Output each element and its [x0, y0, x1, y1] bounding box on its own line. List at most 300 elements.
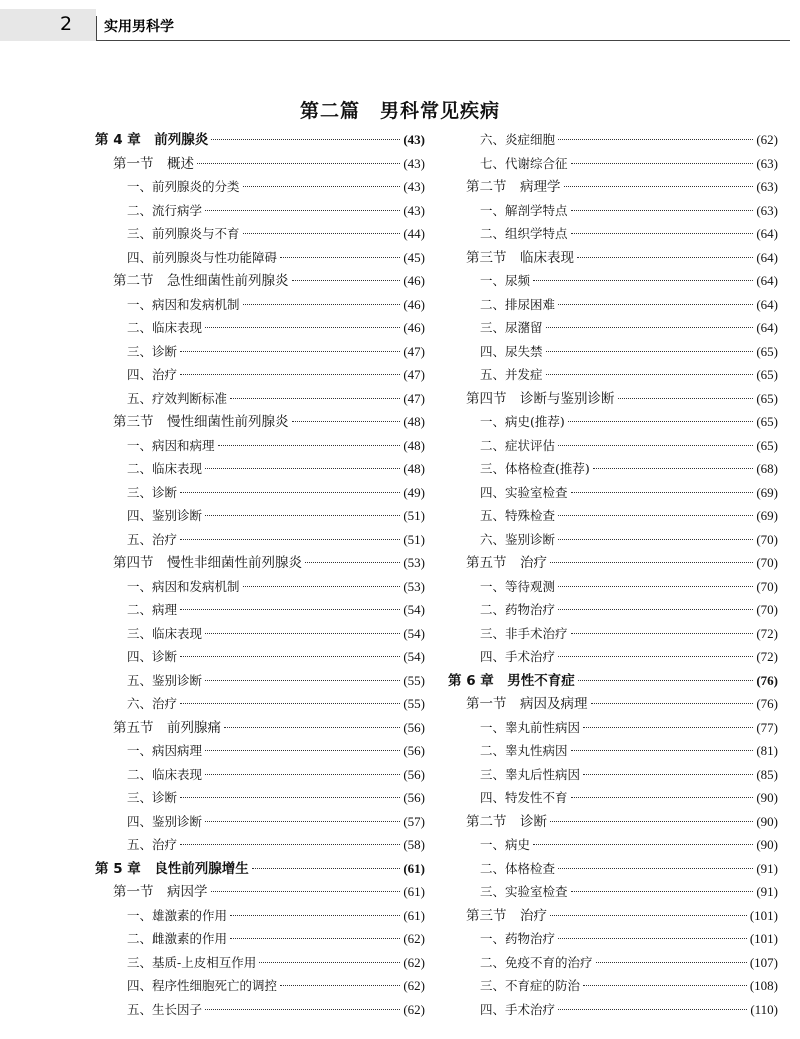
toc-leader-dots [205, 468, 400, 469]
toc-item-entry [448, 410, 778, 434]
toc-leader-dots [571, 750, 754, 751]
toc-leader-dots [243, 304, 401, 305]
toc-section-entry [95, 152, 425, 176]
toc-page-number: (72) [756, 625, 778, 641]
toc-leader-dots [593, 468, 754, 469]
toc-leader-dots [591, 703, 754, 704]
toc-leader-dots [583, 774, 753, 775]
toc-item-entry [95, 904, 425, 928]
toc-entry-label: 二、流行病学 [127, 202, 203, 218]
toc-entry-label: 五、并发症 [480, 367, 543, 382]
toc-page-number: (91) [756, 884, 778, 899]
toc-leader-dots [577, 257, 753, 258]
toc-page-number: (68) [756, 461, 778, 476]
toc-entry-label: 第二节 病理学 [466, 179, 561, 195]
toc-entry-label: 五、生长因子 [127, 1001, 203, 1017]
toc-item-entry [95, 786, 425, 810]
toc-leader-dots [583, 985, 747, 986]
toc-column-right [448, 128, 778, 1021]
toc-leader-dots [180, 797, 400, 798]
toc-page-number: (56) [403, 743, 425, 758]
toc-item-entry [95, 316, 425, 340]
toc-leader-dots [583, 727, 753, 728]
toc-entry-label: 二、免疫不育的治疗 [480, 954, 593, 970]
toc-page-number: (65) [756, 437, 778, 453]
toc-entry-label: 三、诊断 [127, 343, 178, 359]
toc-entry-label: 一、病史 [480, 837, 531, 852]
toc-page-number: (53) [403, 578, 425, 594]
toc-page-number: (76) [756, 672, 778, 688]
toc-entry-label: 一、雄激素的作用 [127, 907, 228, 923]
toc-item-entry [95, 833, 425, 857]
toc-entry-label: 四、程序性细胞死亡的调控 [127, 978, 278, 993]
toc-item-entry [448, 739, 778, 763]
toc-leader-dots [180, 703, 400, 704]
toc-page-number: (70) [756, 531, 778, 547]
toc-item-entry [95, 387, 425, 411]
toc-page-number: (62) [756, 132, 778, 147]
toc-page-number: (53) [403, 555, 425, 570]
toc-section-entry [95, 716, 425, 740]
part-title: 第二篇 男科常见疾病 [299, 100, 500, 122]
toc-page-number: (64) [756, 296, 778, 312]
page-number: 2 [60, 13, 73, 35]
toc-item-entry [448, 974, 778, 998]
toc-leader-dots [546, 327, 754, 328]
toc-item-entry [95, 434, 425, 458]
toc-item-entry [448, 528, 778, 552]
toc-entry-label: 二、雌激素的作用 [127, 931, 228, 946]
toc-leader-dots [211, 891, 401, 892]
toc-page-number: (61) [403, 884, 425, 899]
toc-page-number: (56) [403, 766, 425, 782]
toc-entry-label: 三、睾丸后性病因 [480, 766, 581, 782]
toc-page-number: (48) [403, 414, 425, 429]
toc-entry-label: 三、前列腺炎与不育 [127, 226, 240, 241]
toc-leader-dots [224, 727, 400, 728]
toc-leader-dots [252, 868, 401, 869]
toc-leader-dots [280, 257, 400, 258]
toc-item-entry [448, 786, 778, 810]
toc-page-number: (51) [403, 508, 425, 523]
toc-page-number: (85) [756, 766, 778, 782]
toc-item-entry [95, 481, 425, 505]
toc-page-number: (69) [756, 484, 778, 500]
toc-entry-label: 三、诊断 [127, 790, 178, 805]
toc-page-number: (90) [756, 837, 778, 852]
page-header [0, 6, 800, 38]
toc-entry-label: 第五节 治疗 [466, 555, 547, 571]
toc-leader-dots [533, 844, 753, 845]
toc-entry-label: 四、鉴别诊断 [127, 508, 203, 523]
toc-entry-label: 第五节 前列腺痛 [113, 719, 221, 736]
toc-item-entry [448, 363, 778, 387]
toc-entry-label: 三、诊断 [127, 484, 178, 500]
toc-page-number: (47) [403, 390, 425, 406]
toc-entry-label: 五、疗效判断标准 [127, 390, 228, 406]
toc-page-number: (65) [756, 414, 778, 429]
toc-entry-label: 第三节 治疗 [466, 907, 547, 924]
toc-chapter-entry [448, 669, 778, 693]
toc-chapter-entry [95, 857, 425, 881]
toc-leader-dots [218, 445, 401, 446]
toc-item-entry [95, 199, 425, 223]
toc-section-entry [448, 692, 778, 716]
toc-page-number: (65) [756, 367, 778, 382]
toc-column-left [95, 128, 425, 1021]
toc-entry-label: 二、体格检查 [480, 860, 556, 876]
toc-section-entry [95, 880, 425, 904]
toc-page-number: (69) [756, 508, 778, 523]
toc-item-entry [95, 645, 425, 669]
toc-page-number: (62) [403, 931, 425, 946]
toc-page-number: (46) [403, 273, 425, 288]
toc-entry-label: 四、尿失禁 [480, 343, 543, 359]
toc-entry-label: 三、尿潴留 [480, 320, 543, 335]
toc-section-entry [95, 551, 425, 575]
toc-entry-label: 六、治疗 [127, 696, 178, 711]
toc-page-number: (46) [403, 320, 425, 335]
toc-item-entry [95, 692, 425, 716]
toc-leader-dots [558, 445, 753, 446]
toc-page-number: (56) [403, 719, 425, 735]
toc-leader-dots [243, 186, 401, 187]
toc-item-entry [95, 739, 425, 763]
toc-leader-dots [230, 915, 400, 916]
toc-item-entry [448, 880, 778, 904]
toc-page-number: (64) [756, 273, 778, 288]
toc-section-entry [95, 269, 425, 293]
toc-leader-dots [180, 351, 400, 352]
toc-entry-label: 三、实验室检查 [480, 884, 568, 899]
toc-page-number: (63) [756, 202, 778, 218]
toc-item-entry [95, 457, 425, 481]
toc-leader-dots [571, 210, 754, 211]
header-rule [96, 40, 790, 41]
toc-page-number: (46) [403, 296, 425, 312]
toc-page-number: (51) [403, 531, 425, 547]
toc-entry-label: 五、治疗 [127, 531, 178, 547]
toc-leader-dots [558, 656, 753, 657]
toc-entry-label: 四、前列腺炎与性功能障碍 [127, 249, 278, 265]
toc-item-entry [95, 810, 425, 834]
toc-leader-dots [180, 539, 400, 540]
toc-item-entry [448, 998, 778, 1022]
toc-item-entry [95, 974, 425, 998]
toc-entry-label: 第二节 诊断 [466, 813, 547, 830]
toc-page-number: (54) [403, 649, 425, 664]
toc-item-entry [95, 575, 425, 599]
toc-entry-label: 第 4 章 前列腺炎 [95, 132, 209, 148]
toc-item-entry [448, 199, 778, 223]
toc-page-number: (43) [403, 132, 425, 147]
toc-entry-label: 一、解剖学特点 [480, 202, 568, 218]
toc-section-entry [448, 810, 778, 834]
toc-leader-dots [205, 210, 400, 211]
toc-item-entry [448, 927, 778, 951]
toc-leader-dots [571, 233, 754, 234]
toc-page-number: (63) [756, 155, 778, 171]
toc-leader-dots [558, 1009, 747, 1010]
toc-leader-dots [578, 680, 754, 681]
toc-page-number: (70) [756, 602, 778, 617]
toc-page-number: (57) [403, 813, 425, 829]
toc-page-number: (63) [756, 179, 778, 194]
toc-section-entry [448, 246, 778, 270]
toc-item-entry [448, 622, 778, 646]
toc-page-number: (72) [756, 649, 778, 664]
toc-entry-label: 五、治疗 [127, 837, 178, 852]
toc-item-entry [448, 763, 778, 787]
toc-entry-label: 第一节 病因学 [113, 884, 208, 900]
toc-leader-dots [243, 233, 401, 234]
toc-item-entry [95, 363, 425, 387]
toc-leader-dots [546, 374, 754, 375]
toc-leader-dots [180, 492, 400, 493]
toc-page-number: (107) [749, 954, 778, 970]
toc-entry-label: 七、代谢综合征 [480, 155, 568, 171]
toc-leader-dots [571, 633, 754, 634]
toc-entry-label: 四、治疗 [127, 367, 178, 382]
toc-item-entry [95, 998, 425, 1022]
toc-section-entry [448, 904, 778, 928]
toc-item-entry [95, 763, 425, 787]
toc-leader-dots [558, 304, 753, 305]
toc-leader-dots [571, 163, 754, 164]
toc-entry-label: 三、不育症的防治 [480, 978, 581, 993]
header-shade-bar [0, 9, 96, 41]
toc-leader-dots [292, 280, 401, 281]
toc-page-number: (47) [403, 367, 425, 382]
toc-item-entry [95, 669, 425, 693]
toc-page-number: (65) [756, 390, 778, 406]
toc-item-entry [448, 269, 778, 293]
toc-entry-label: 一、病因和发病机制 [127, 578, 240, 594]
toc-entry-label: 四、鉴别诊断 [127, 813, 203, 829]
toc-entry-label: 第二节 急性细菌性前列腺炎 [113, 273, 289, 289]
toc-entry-label: 一、睾丸前性病因 [480, 719, 581, 735]
toc-leader-dots [558, 938, 747, 939]
toc-item-entry [95, 340, 425, 364]
toc-leader-dots [197, 163, 400, 164]
toc-entry-label: 一、病因病理 [127, 743, 203, 758]
toc-section-entry [448, 387, 778, 411]
toc-page-number: (48) [403, 461, 425, 476]
toc-chapter-entry [95, 128, 425, 152]
toc-leader-dots [205, 750, 400, 751]
toc-item-entry [448, 434, 778, 458]
toc-entry-label: 二、临床表现 [127, 461, 203, 476]
toc-leader-dots [205, 327, 400, 328]
toc-page-number: (76) [756, 696, 778, 711]
toc-page-number: (77) [756, 719, 778, 735]
toc-item-entry [448, 575, 778, 599]
toc-leader-dots [180, 844, 400, 845]
toc-leader-dots [571, 797, 754, 798]
toc-entry-label: 二、排尿困难 [480, 296, 556, 312]
toc-item-entry [448, 598, 778, 622]
toc-item-entry [448, 481, 778, 505]
toc-item-entry [95, 175, 425, 199]
toc-page-number: (43) [403, 179, 425, 194]
toc-item-entry [448, 128, 778, 152]
toc-leader-dots [230, 398, 400, 399]
toc-item-entry [448, 833, 778, 857]
toc-leader-dots [550, 821, 753, 822]
toc-entry-label: 一、病史(推荐) [480, 414, 565, 429]
toc-item-entry [448, 222, 778, 246]
toc-entry-label: 第三节 临床表现 [466, 249, 574, 266]
toc-page-number: (47) [403, 343, 425, 359]
toc-page-number: (62) [403, 1001, 425, 1017]
toc-page-number: (70) [756, 578, 778, 594]
toc-entry-label: 第一节 概述 [113, 155, 194, 172]
toc-section-entry [95, 410, 425, 434]
toc-entry-label: 二、临床表现 [127, 766, 203, 782]
toc-page-number: (64) [756, 226, 778, 241]
toc-leader-dots [618, 398, 754, 399]
toc-entry-label: 五、特殊检查 [480, 508, 556, 523]
toc-leader-dots [558, 868, 753, 869]
toc-page-number: (70) [756, 555, 778, 570]
toc-item-entry [95, 293, 425, 317]
toc-item-entry [95, 528, 425, 552]
toc-entry-label: 二、睾丸性病因 [480, 743, 568, 758]
toc-entry-label: 一、前列腺炎的分类 [127, 179, 240, 194]
toc-section-entry [448, 175, 778, 199]
toc-item-entry [448, 152, 778, 176]
toc-item-entry [448, 857, 778, 881]
toc-entry-label: 五、鉴别诊断 [127, 672, 203, 688]
toc-entry-label: 三、非手术治疗 [480, 625, 568, 641]
toc-entry-label: 一、药物治疗 [480, 931, 556, 946]
toc-leader-dots [180, 609, 400, 610]
toc-entry-label: 三、临床表现 [127, 625, 203, 641]
toc-leader-dots [205, 774, 400, 775]
toc-entry-label: 第三节 慢性细菌性前列腺炎 [113, 414, 289, 430]
toc-page-number: (49) [403, 484, 425, 500]
toc-leader-dots [564, 186, 754, 187]
toc-page-number: (64) [756, 249, 778, 265]
toc-leader-dots [550, 915, 747, 916]
toc-entry-label: 四、手术治疗 [480, 649, 556, 664]
toc-page-number: (55) [403, 696, 425, 711]
toc-page-number: (54) [403, 625, 425, 641]
toc-entry-label: 六、炎症细胞 [480, 132, 556, 147]
toc-leader-dots [205, 821, 400, 822]
toc-entry-label: 一、病因和发病机制 [127, 296, 240, 312]
toc-page-number: (61) [403, 860, 425, 876]
toc-item-entry [448, 716, 778, 740]
toc-leader-dots [280, 985, 400, 986]
toc-item-entry [95, 622, 425, 646]
toc-leader-dots [558, 539, 753, 540]
toc-leader-dots [180, 374, 400, 375]
toc-entry-label: 第四节 诊断与鉴别诊断 [466, 390, 615, 407]
toc-entry-label: 二、药物治疗 [480, 602, 556, 617]
toc-page-number: (90) [756, 790, 778, 805]
toc-entry-label: 第 6 章 男性不育症 [448, 672, 575, 689]
toc-entry-label: 二、组织学特点 [480, 226, 568, 241]
toc-page-number: (91) [756, 860, 778, 876]
toc-leader-dots [571, 891, 754, 892]
toc-entry-label: 二、临床表现 [127, 320, 203, 335]
toc-item-entry [95, 504, 425, 528]
toc-leader-dots [211, 139, 400, 140]
toc-leader-dots [205, 1009, 400, 1010]
toc-entry-label: 二、病理 [127, 602, 178, 617]
toc-page-number: (43) [403, 202, 425, 218]
toc-leader-dots [205, 515, 400, 516]
toc-page-number: (48) [403, 437, 425, 453]
book-title: 实用男科学 [104, 19, 174, 35]
toc-section-entry [448, 551, 778, 575]
toc-entry-label: 三、基质-上皮相互作用 [127, 954, 257, 970]
toc-item-entry [448, 457, 778, 481]
toc-page-number: (43) [403, 155, 425, 171]
toc-page-number: (64) [756, 320, 778, 335]
toc-page-number: (101) [749, 907, 778, 923]
toc-leader-dots [558, 609, 753, 610]
toc-entry-label: 四、特发性不育 [480, 790, 568, 805]
toc-entry-label: 四、诊断 [127, 649, 178, 664]
toc-leader-dots [596, 962, 747, 963]
toc-item-entry [95, 927, 425, 951]
toc-page-number: (62) [403, 978, 425, 993]
toc-leader-dots [243, 586, 401, 587]
toc-page-number: (110) [750, 1001, 778, 1017]
toc-item-entry [448, 293, 778, 317]
toc-item-entry [448, 340, 778, 364]
toc-page-number: (90) [756, 813, 778, 829]
toc-leader-dots [292, 421, 401, 422]
toc-entry-label: 四、实验室检查 [480, 484, 568, 500]
toc-leader-dots [571, 492, 754, 493]
toc-leader-dots [558, 139, 753, 140]
toc-item-entry [95, 246, 425, 270]
toc-entry-label: 三、体格检查(推荐) [480, 461, 590, 476]
toc-entry-label: 第四节 慢性非细菌性前列腺炎 [113, 555, 302, 571]
toc-leader-dots [305, 562, 400, 563]
toc-item-entry [448, 951, 778, 975]
toc-page-number: (62) [403, 954, 425, 970]
toc-leader-dots [533, 280, 753, 281]
toc-page-number: (44) [403, 226, 425, 241]
toc-item-entry [448, 645, 778, 669]
toc-leader-dots [259, 962, 400, 963]
toc-leader-dots [568, 421, 754, 422]
toc-item-entry [95, 222, 425, 246]
toc-page-number: (101) [749, 931, 778, 946]
header-divider-vertical [96, 16, 97, 40]
toc-entry-label: 一、病因和病理 [127, 437, 215, 453]
toc-entry-label: 第一节 病因及病理 [466, 696, 588, 712]
toc-entry-label: 六、鉴别诊断 [480, 531, 556, 547]
toc-leader-dots [558, 586, 753, 587]
toc-page-number: (54) [403, 602, 425, 617]
toc-leader-dots [205, 680, 400, 681]
toc-item-entry [448, 504, 778, 528]
toc-page-number: (61) [403, 907, 425, 923]
toc-page-number: (65) [756, 343, 778, 359]
toc-leader-dots [558, 515, 753, 516]
toc-entry-label: 一、尿频 [480, 273, 531, 288]
toc-leader-dots [230, 938, 400, 939]
toc-entry-label: 二、症状评估 [480, 437, 556, 453]
toc-leader-dots [550, 562, 753, 563]
toc-page-number: (45) [403, 249, 425, 265]
toc-page-number: (58) [403, 837, 425, 852]
